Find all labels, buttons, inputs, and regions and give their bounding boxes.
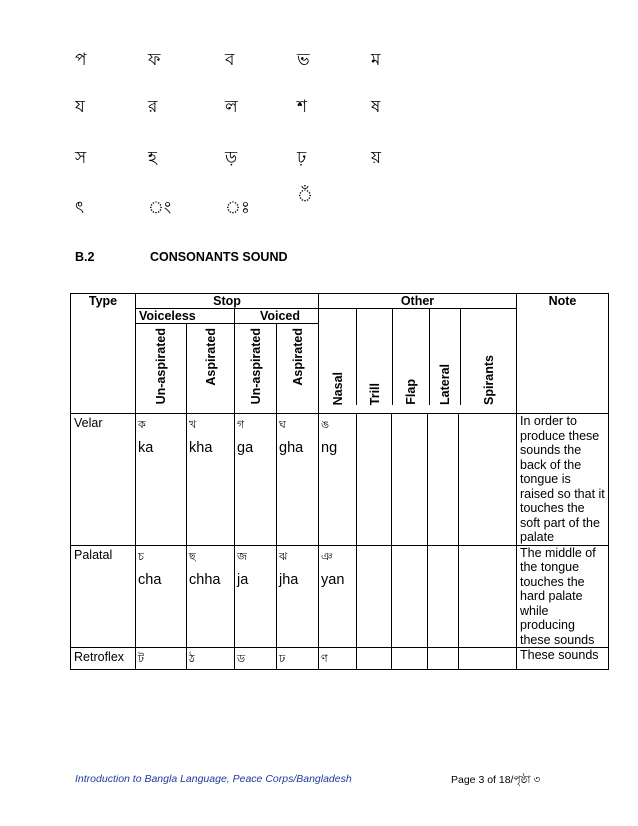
romanization: ja <box>237 571 249 588</box>
footer-title: Introduction to Bangla Language, Peace Corps/Bangladesh <box>75 773 352 785</box>
romanization: chha <box>189 571 221 588</box>
empty-cell <box>459 545 517 648</box>
section-number: B.2 <box>75 250 95 264</box>
romanization: cha <box>138 571 162 588</box>
bangla-letter: ঢ <box>279 652 286 665</box>
col-lateral: Lateral <box>438 364 452 405</box>
letter: স <box>75 148 87 168</box>
col-spirants: Spirants <box>481 354 496 405</box>
letter: ড় <box>225 148 238 168</box>
letter: হ <box>148 148 157 168</box>
empty-cell <box>357 414 392 546</box>
letter: ফ <box>148 50 161 70</box>
letter: য <box>75 97 85 117</box>
header-voiceless: Voiceless <box>136 309 235 324</box>
bangla-letter: ঞ <box>321 549 333 563</box>
col-unaspirated-voiceless: Un-aspirated <box>154 328 168 405</box>
letter: শ <box>297 97 308 117</box>
empty-cell <box>428 545 459 648</box>
col-trill: Trill <box>367 382 382 405</box>
row-type: Palatal <box>71 545 136 648</box>
bangla-letter: ক <box>138 418 146 431</box>
bangla-letter: ছ <box>189 549 196 563</box>
header-type: Type <box>71 294 136 414</box>
section-title: CONSONANTS SOUND <box>150 250 288 264</box>
empty-cell <box>392 648 428 670</box>
letter: ব <box>225 50 235 70</box>
header-stop: Stop <box>136 294 319 309</box>
bangla-letter: ণ <box>321 652 328 665</box>
empty-cell <box>357 545 392 648</box>
bangla-letter: ঠ <box>189 652 195 665</box>
letter: য় <box>371 148 382 168</box>
bangla-letter: ঘ <box>279 418 286 431</box>
bangla-letter: চ <box>138 549 144 563</box>
romanization: jha <box>279 571 299 588</box>
empty-cell <box>459 414 517 546</box>
table-row <box>71 545 609 648</box>
letter: ম <box>371 50 381 70</box>
table-row <box>71 414 609 546</box>
empty-cell <box>459 648 517 670</box>
col-unaspirated-voiced: Un-aspirated <box>248 328 263 405</box>
letter: ং <box>148 198 172 218</box>
romanization: ng <box>321 440 338 456</box>
row-type: Velar <box>71 414 136 546</box>
letter: ভ <box>297 50 310 70</box>
col-flap: Flap <box>404 379 418 405</box>
empty-cell <box>392 545 428 648</box>
bangla-letter: ঝ <box>279 549 288 563</box>
letter: ষ <box>371 97 381 117</box>
empty-cell <box>357 648 392 670</box>
row-type: Retroflex <box>71 648 136 670</box>
bangla-letter: খ <box>189 418 197 431</box>
letter: ঁ <box>297 186 313 206</box>
row-note: These sounds <box>517 648 609 670</box>
header-other: Other <box>319 294 517 309</box>
bangla-letter: জ <box>237 549 247 563</box>
empty-cell <box>428 414 459 546</box>
bangla-letter: ঙ <box>321 418 330 431</box>
letter: ল <box>225 97 238 117</box>
header-note: Note <box>517 294 609 414</box>
empty-cell <box>428 648 459 670</box>
romanization: ka <box>138 440 154 456</box>
consonants-table <box>70 293 609 670</box>
other-subtable <box>319 309 516 405</box>
romanization: gha <box>279 440 304 456</box>
empty-cell <box>392 414 428 546</box>
romanization: yan <box>321 571 345 588</box>
romanization: ga <box>237 440 254 456</box>
row-note: The middle of the tongue touches the hard palate while producing these sounds <box>517 545 609 648</box>
bangla-letter: ট <box>138 652 144 665</box>
table-row <box>71 648 609 670</box>
letter: র <box>148 97 158 117</box>
letter: ঃ <box>225 198 250 218</box>
page-number: Page 3 of 18/পৃষ্ঠা ৩ <box>451 774 541 786</box>
letter: ঢ় <box>297 148 307 168</box>
romanization: kha <box>189 440 213 456</box>
letter: প <box>75 50 87 70</box>
col-nasal: Nasal <box>330 371 345 405</box>
bangla-letter: গ <box>237 418 245 431</box>
header-voiced: Voiced <box>235 309 319 324</box>
bangla-letter: ড <box>237 652 246 665</box>
col-aspirated-voiced: Aspirated <box>290 328 305 386</box>
letter: ৎ <box>75 198 85 218</box>
col-aspirated-voiceless: Aspirated <box>203 328 218 386</box>
row-note: In order to produce these sounds the back of the tongue is raised so that it touches the soft part of the palate <box>517 414 609 546</box>
